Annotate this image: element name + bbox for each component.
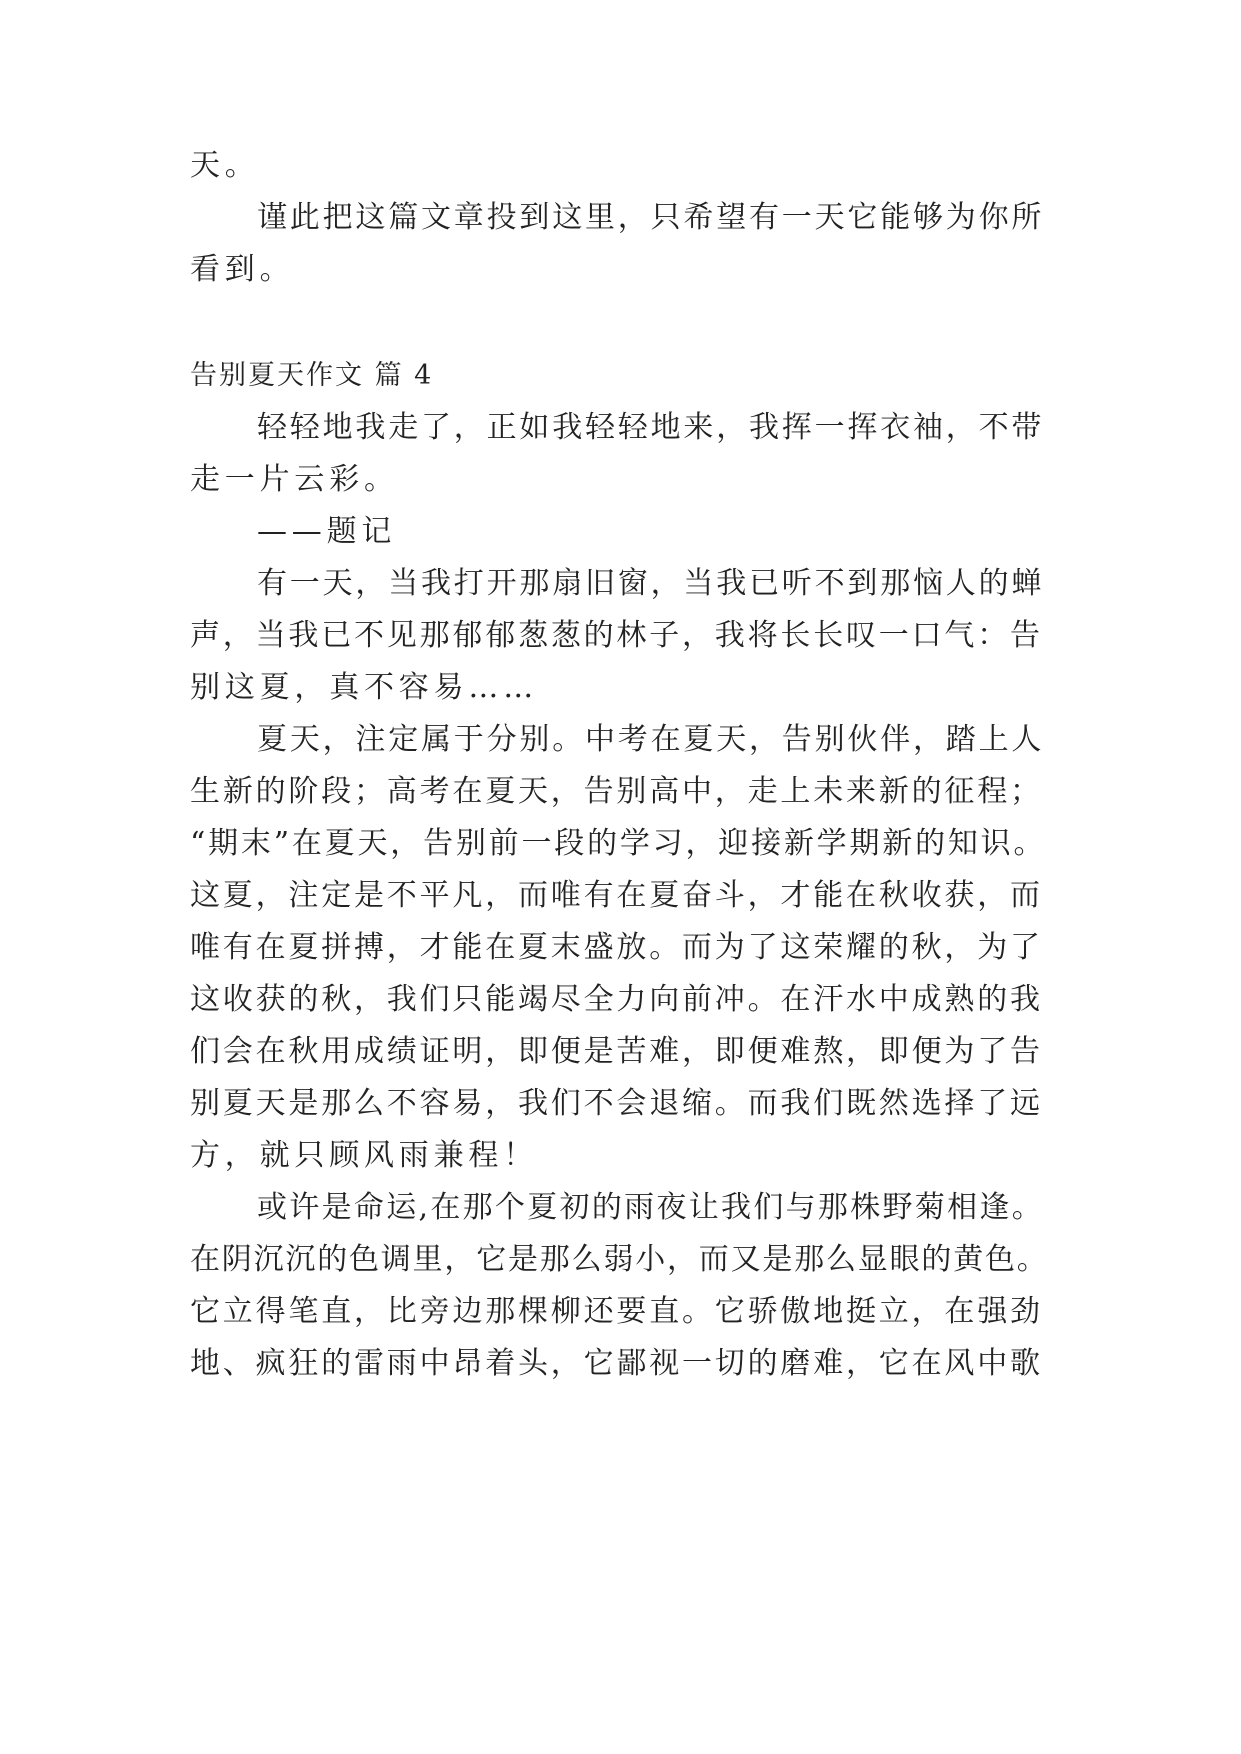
text-line: 在阴沉沉的色调里，它是那么弱小，而又是那么显眼的黄色。 [190,1242,1049,1277]
text-line: 它立得笔直，比旁边那棵柳还要直。它骄傲地挺立，在强劲 [190,1294,1043,1329]
text-line: 别这夏，真不容易…… [190,670,538,705]
text-line: 方，就只顾风雨兼程！ [190,1138,538,1173]
text-line: 地、疯狂的雷雨中昂着头，它鄙视一切的磨难，它在风中歌 [190,1346,1043,1381]
text-line: 谨此把这篇文章投到这里，只希望有一天它能够为你所 [257,200,1045,235]
text-line: 轻轻地我走了，正如我轻轻地来，我挥一挥衣袖，不带 [257,410,1045,445]
text-line: 这夏，注定是不平凡，而唯有在夏奋斗，才能在秋收获，而 [190,878,1043,913]
text-line: 别夏天是那么不容易，我们不会退缩。而我们既然选择了远 [190,1086,1043,1121]
text-line: 们会在秋用成绩证明，即便是苦难，即便难熬，即便为了告 [190,1034,1043,1069]
text-line: 唯有在夏拼搏，才能在夏末盛放。而为了这荣耀的秋，为了 [190,930,1043,965]
text-line: 声，当我已不见那郁郁葱葱的林子，我将长长叹一口气：告 [190,618,1043,653]
text-line: 看到。 [190,252,295,287]
text-line: 走一片云彩。 [190,462,399,497]
epigraph-attribution: ——题记 [257,514,397,549]
section-heading: 告别夏天作文 篇 4 [190,360,434,391]
text-line: 夏天，注定属于分别。中考在夏天，告别伙伴，踏上人 [257,722,1045,757]
text-line: “期末”在夏天，告别前一段的学习，迎接新学期新的知识。 [190,826,1047,861]
text-line: 或许是命运,在那个夏初的雨夜让我们与那株野菊相逢。 [257,1190,1045,1225]
text-line: 天。 [190,148,260,183]
text-line: 有一天，当我打开那扇旧窗，当我已听不到那恼人的蝉 [257,566,1045,601]
text-line: 生新的阶段；高考在夏天，告别高中，走上未来新的征程； [190,774,1043,809]
text-line: 这收获的秋，我们只能竭尽全力向前冲。在汗水中成熟的我 [190,982,1043,1017]
